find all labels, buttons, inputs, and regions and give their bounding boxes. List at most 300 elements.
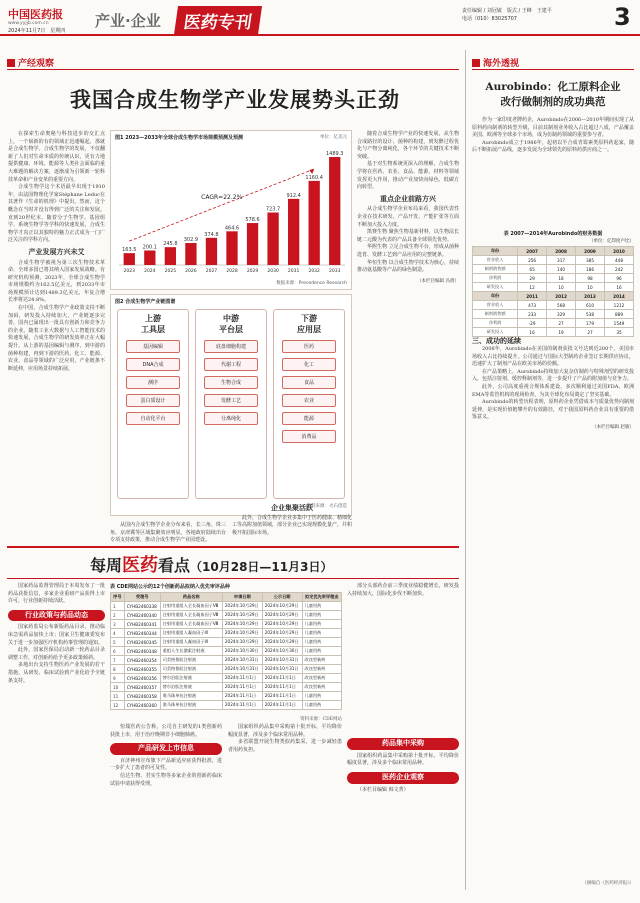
chain-item: 蛋白质设计: [126, 394, 180, 407]
paragraph: 百济神州宣布旗下产品新适应症获得批准，进一步扩大了患者的可及性。: [110, 757, 222, 772]
table-cell: 448: [604, 256, 633, 265]
chart-bar: [309, 181, 320, 265]
x-tick-label: 2030: [267, 269, 279, 274]
table-cell: 注射用重组人全长凝血因子Ⅷ: [160, 602, 222, 611]
table-cell: 10: [547, 283, 576, 292]
table-cell: 儿童用药: [302, 692, 341, 701]
table-cell: 329: [547, 310, 576, 319]
table-cell: 96: [604, 274, 633, 283]
x-tick-label: 2024: [144, 269, 156, 274]
table-cell: 19: [547, 328, 576, 337]
bar-value-label: 200.1: [142, 244, 157, 251]
table-cell: 2008: [547, 247, 576, 256]
table-row: [111, 683, 342, 692]
table-cell: 2010: [604, 247, 633, 256]
table-cell: 2014: [604, 292, 633, 301]
table-cell: 2024年11月1日: [222, 674, 262, 683]
responsible-editor: 责任编辑 / 刘冠敏: [462, 8, 502, 14]
table-cell: 2024年10月29日: [262, 638, 302, 647]
overseas-tag: 海外透视: [472, 56, 519, 69]
weekly-subheading: 产品研发上市信息: [110, 743, 222, 755]
table-cell: 改良型新药: [302, 674, 341, 683]
table-cell: 年份: [473, 292, 518, 301]
upstream-label: 上游 工具层: [141, 314, 165, 334]
paragraph: 在探索生命奥秘与科技进步的交汇点上，一个崭新的有的领域正迅速崛起，那就是合成生物学。合成生物学的发展，不仅翻新了人们对生命本质的传统认识，更有力地提供健康、环境、能源等人类社会面临的重大难题的解决方案，逐渐成为引领新一轮科技革命和产业变革的重要方向。: [8, 131, 105, 183]
table-cell: 2024年10月29日: [222, 629, 262, 638]
chain-item: 化工: [282, 358, 336, 371]
table-cell: 2024年10月29日: [262, 629, 302, 638]
table-cell: 2024年11月1日: [222, 683, 262, 692]
table-cell: 营业收入: [473, 301, 518, 310]
chain-downstream: [273, 309, 345, 499]
table-cell: 研发投入: [473, 328, 518, 337]
table-cell: 儿童用药: [302, 620, 341, 629]
table-cell: 5: [111, 638, 125, 647]
feature-col-2: [110, 522, 226, 544]
table-row: [473, 310, 634, 319]
masthead-date: [8, 27, 65, 34]
table-cell: 4: [111, 629, 125, 638]
paragraph: （本栏目编辑 韩文菁）: [357, 786, 409, 793]
bar-value-label: 374.8: [204, 231, 219, 238]
paragraph: 多地出台支持生物医药产业发展的若干措施，从研发、临床试验到产业化给予全链条支持。: [8, 662, 105, 684]
chain-item: 自动化平台: [126, 412, 180, 425]
feature-col-2b: [232, 505, 352, 539]
table-cell: 2024年10月31日: [222, 665, 262, 674]
paragraph: Aurobindo成立于1986年，起初以半合成青霉素类原料药起家，随后不断拓展产品线，逐步发展为全球领先的原料药供应商之一。: [472, 139, 634, 154]
table-cell: 8: [111, 665, 125, 674]
table-cell: 2024年11月1日: [262, 683, 302, 692]
chart-bar: [267, 213, 278, 265]
table-cell: 2024年10月30日: [222, 647, 262, 656]
weekly-subheading: 行业政策与药品动态: [8, 610, 105, 622]
chart-title: 图1 2023—2033年全球合成生物学市场规模预测及预测: [115, 135, 244, 141]
table-cell: 2024年11月1日: [222, 692, 262, 701]
chain-item: 农业: [282, 394, 336, 407]
x-tick-label: 2031: [287, 269, 300, 274]
table-cell: 拟定优先审评理由: [302, 593, 341, 602]
bar-value-label: 464.6: [224, 225, 240, 232]
table-cell: CYHB2460355: [124, 665, 160, 674]
table-cell: CYHB2460360: [124, 701, 160, 710]
table-cell: 营业收入: [473, 256, 518, 265]
table-cell: 568: [547, 301, 576, 310]
table-cell: 473: [518, 301, 547, 310]
table-cell: 2: [111, 611, 125, 620]
table-cell: 药品名称: [160, 593, 222, 602]
table-cell: 改良型新药: [302, 683, 341, 692]
table-cell: 儿童用药: [302, 602, 341, 611]
feature-tag: 产经观察: [7, 56, 54, 69]
table-cell: 替尔泊肽注射液: [160, 683, 222, 692]
weekly-col-1: [8, 583, 105, 893]
bar-value-label: 578.6: [245, 217, 260, 224]
table-cell: 10: [576, 283, 605, 292]
chain-item: 发酵工艺: [204, 394, 258, 407]
x-tick-label: 2027: [205, 269, 218, 274]
chart-bar: [124, 253, 135, 265]
paragraph: 从国内合成生物学企业分布来看，长三角、珠三角、京津冀等区域集聚效应明显，各地政府陆续出台专项支持政策，推动合成生物学产业园建设。: [110, 522, 226, 544]
paragraph: 凯赛生物 聚焦生物基新材料，以生物法长链二元酸为代表的产品具备全球领先优势。: [357, 229, 459, 243]
table-cell: CYHB2460345: [124, 638, 160, 647]
chain-item: 测序: [126, 376, 180, 389]
table-cell: 2024年10月29日: [262, 611, 302, 620]
tag-square-icon: [472, 59, 480, 67]
table-cell: 2024年11月1日: [262, 692, 302, 701]
weekly-headline-highlight: 医药: [122, 555, 159, 576]
table-cell: 净利润: [473, 319, 518, 328]
column-editor-note: （本栏目编辑 冯倩）: [417, 278, 459, 284]
overseas-body: [472, 117, 634, 225]
overseas-tag-rule: [472, 69, 634, 70]
table-cell: 奥马珠单抗注射液: [160, 701, 222, 710]
chart-bar: [226, 231, 237, 265]
table-row: [473, 319, 634, 328]
table-cell: 2013: [576, 292, 605, 301]
subheading: 企业集聚活跃: [271, 504, 313, 512]
chart-bar: [185, 243, 196, 265]
paragraph: 国家组织药品集中采购第十批开标，平均降价幅度显著，涉及多个临床常用品种。: [347, 752, 459, 767]
table-row: [111, 647, 342, 656]
bar-value-label: 1160.4: [305, 174, 323, 181]
table-cell: 注射用重组人全长凝血因子Ⅷ: [160, 611, 222, 620]
table-cell: 奥马珠单抗注射液: [160, 692, 222, 701]
table-cell: 1549: [604, 319, 633, 328]
table-cell: 司美格鲁肽注射液: [160, 656, 222, 665]
issue-date: 2024年11月7日: [8, 28, 46, 34]
newspaper-logo: 中国医药报: [8, 8, 63, 21]
table-cell: 12: [111, 701, 125, 710]
bar-value-label: 163.5: [122, 247, 137, 254]
source-note: （摘编自《医药经济报》）: [582, 881, 634, 886]
table-cell: 12: [518, 283, 547, 292]
weekly-headline: [90, 551, 332, 577]
table-cell: 35: [604, 328, 633, 337]
x-tick-label: 2023: [123, 269, 135, 274]
chart-unit: 单位：亿美元: [320, 135, 347, 140]
table-cell: 净利润: [473, 274, 518, 283]
cde-table: [110, 592, 342, 710]
table-cell: 11: [111, 692, 125, 701]
table-cell: 2024年10月30日: [262, 647, 302, 656]
chain-item: 分离纯化: [204, 412, 258, 425]
table-row: [111, 701, 342, 710]
table-cell: CYHB2460338: [124, 602, 160, 611]
chart-bar: [206, 238, 217, 265]
weekly-headline-post: 看点: [158, 556, 191, 575]
table-cell: -29: [518, 319, 547, 328]
proof-editor: 王建平: [536, 8, 552, 14]
chain-item: 基因编辑: [126, 340, 180, 353]
table-row: [111, 629, 342, 638]
paragraph: 作为一家印度老牌药企，Aurobindo在2006—2010年期间实现了从原料药向制剂的转型升级，目前其制剂业务收入占比超过八成，产品覆盖美国、欧洲等全球多个市场，成为仿制药领域的重要参与者。: [472, 117, 634, 139]
bar-value-label: 912.4: [286, 192, 301, 199]
table-cell: CYHB2460344: [124, 629, 160, 638]
weekly-headline-pre: 每周: [90, 556, 123, 575]
table-cell: 65: [518, 265, 547, 274]
paragraph: 信达生物、君实生物等多家企业的创新药临床试验申请获得受理。: [110, 772, 222, 787]
table-cell: 2024年10月29日: [222, 620, 262, 629]
paragraph: 基于对生物系统更深入的理解，合成生物学将在医药、农业、食品、能源、材料等领域发挥更大作用，推动产业加快向绿色、低碳方向转型。: [357, 161, 459, 191]
weekly-col-3: [228, 724, 342, 894]
editor-info: [462, 7, 552, 23]
table-cell: CYHB2460358: [124, 692, 160, 701]
weekly-subheading: 药品集中采购: [347, 738, 459, 750]
table-cell: 10: [111, 683, 125, 692]
table-cell: 2009: [576, 247, 605, 256]
table-cell: 序号: [111, 593, 125, 602]
feature-col-3: [357, 131, 459, 539]
chart-bar: [165, 247, 176, 265]
table-cell: 2024年10月29日: [262, 620, 302, 629]
table-cell: 98: [576, 274, 605, 283]
x-tick-label: 2033: [329, 269, 341, 274]
table-cell: 27: [576, 328, 605, 337]
table-header-row: [473, 247, 634, 256]
masthead-url: www.yyjjb.com.cn: [8, 21, 49, 26]
table-cell: 2024年11月1日: [262, 701, 302, 710]
table-cell: 替尔泊肽注射液: [160, 674, 222, 683]
chain-item: DNA合成: [126, 358, 180, 371]
overseas-headline-line1: Aurobindo：化工原料企业: [485, 81, 621, 93]
table-cell: 1: [111, 602, 125, 611]
cde-table-title: 表 CDE网站公示的12个创新药品拟纳入优先审评品种: [110, 584, 230, 590]
x-tick-label: 2029: [246, 269, 259, 274]
chain-item: 医药: [282, 340, 336, 353]
column-title: 医药专刊: [174, 6, 262, 35]
table-row: [111, 602, 342, 611]
table-row: [473, 265, 634, 274]
table-cell: 2012: [547, 292, 576, 301]
chart-source: 数据来源：Precedence Research: [276, 281, 347, 286]
x-tick-label: 2032: [308, 269, 320, 274]
table-cell: 年份: [473, 247, 518, 256]
finance-table: [472, 246, 634, 337]
paragraph: 华恒生物 以合成生物学技术为核心，持续推动氨基酸等产品的绿色制造。: [357, 259, 459, 274]
paragraph: 合成生物学被视为第三次生物技术革命，全球多国已将其纳入国家发展战略。有研究机构预测，2023年，全球合成生物学市场规模约为162.5亿美元，到2033年市场规模预计达到1489.3亿美元，年复合增长率将达24.8%。: [8, 259, 105, 304]
table-cell: 2024年11月1日: [222, 701, 262, 710]
overseas-body-2: [472, 346, 634, 874]
finance-table-unit: （单位：亿印度卢比）: [589, 239, 634, 244]
chart-bar: [329, 157, 340, 265]
table-cell: 2024年10月31日: [262, 665, 302, 674]
table-row: [473, 274, 634, 283]
paragraph: 部分头部药企前三季度业绩稳健增长，研发投入持续加大，国际化步伐不断加快。: [347, 583, 459, 597]
paragraph: 随着合成生物学产业的快速发展，从生物合成路径的设计、菌种的构建，到发酵过程优化与产物分离纯化，各个环节的关键技术不断突破。: [357, 131, 459, 160]
table-cell: 16: [604, 283, 633, 292]
chain-midstream: [195, 309, 267, 499]
subheading: 重点企业前路方兴: [380, 194, 436, 203]
table-cell: 256: [518, 256, 547, 265]
feature-col-1: [8, 131, 105, 539]
table-cell: 注射用重组人凝血因子Ⅸ: [160, 638, 222, 647]
weekly-col-2: [110, 724, 222, 894]
paragraph: 此外，公司高度重视合规体系建设，多次顺利通过美国FDA、欧洲EMA等监管机构的现场检查，为其全球化布局奠定了坚实基础。: [472, 383, 634, 398]
finance-table-title: 表 2007—2014年Aurobindo的财务数据: [503, 231, 603, 237]
paragraph: 华熙生物 立足合成生物平台，形成从菌种选育、发酵工艺到产品应用的完整链条。: [357, 244, 459, 258]
downstream-label: 下游 应用层: [297, 314, 321, 334]
table-cell: 179: [576, 319, 605, 328]
paragraph: 此外，合成生物学企业多集中于医药健康、精细化工等高附加值领域，部分企业已实现规模化量产，并积极开拓国际市场。: [232, 514, 353, 536]
table-cell: 2024年10月29日: [222, 602, 262, 611]
table-cell: CYHB2460341: [124, 620, 160, 629]
table-cell: 重组人生长激素注射液: [160, 647, 222, 656]
table-row: [111, 656, 342, 665]
table-cell: 140: [547, 265, 576, 274]
paragraph: 恒瑞医药公告称，公司自主研发的1类创新药获批上市，用于治疗晚期非小细胞肺癌。: [110, 724, 222, 738]
table-cell: 儿童用药: [302, 647, 341, 656]
table-cell: 317: [547, 256, 576, 265]
table-cell: 16: [518, 328, 547, 337]
issue-weekday: 星期四: [50, 28, 66, 34]
table-cell: 注射用重组人全长凝血因子Ⅷ: [160, 620, 222, 629]
chart-plot: [111, 141, 351, 279]
chain-item: 底盘细胞构建: [204, 340, 258, 353]
page-number: 3: [614, 3, 631, 31]
table-cell: 改良型新药: [302, 665, 341, 674]
table-cell: 申请日期: [222, 593, 262, 602]
paragraph: 在产品策略上，Aurobindo持续加大复杂仿制药与特殊剂型的研发投入，包括注射剂、缓控释制剂等，进一步提升了产品的附加值与竞争力。: [472, 368, 634, 383]
tag-square-icon: [7, 59, 15, 67]
table-cell: 儿童用药: [302, 629, 341, 638]
paragraph: Aurobindo的转型历程表明，原料药企业凭借成本与质量优势向制剂延伸，是实现价值链攀升的有效路径，对于我国原料药企业具有重要的借鉴意义。: [472, 399, 634, 421]
weekly-col-4: [347, 583, 459, 893]
paragraph: 多省联盟开展生物类似药集采，进一步减轻患者用药负担。: [228, 739, 342, 753]
table-cell: 2024年10月29日: [222, 611, 262, 620]
table-header-row: [111, 593, 342, 602]
column-divider: [465, 50, 466, 890]
table-cell: 186: [576, 265, 605, 274]
overseas-subheading: 三、成功的延续: [472, 337, 521, 345]
editor-tel: 电话（010）83025707: [462, 16, 517, 22]
chain-upstream: [117, 309, 189, 499]
table-cell: 9: [111, 674, 125, 683]
arrow-head-icon: [309, 169, 314, 174]
table-cell: 7: [111, 656, 125, 665]
weekly-date-range: （10月28日—11月3日）: [190, 560, 333, 574]
table-cell: 受理号: [124, 593, 160, 602]
table-cell: 27: [547, 319, 576, 328]
feature-headline: 我国合成生物学产业发展势头正劲: [70, 88, 400, 112]
table-row: [111, 611, 342, 620]
midstream-label: 中游 平台层: [219, 314, 243, 334]
bar-value-label: 1489.3: [325, 151, 344, 158]
x-tick-label: 2026: [185, 269, 197, 274]
table-cell: 18: [547, 274, 576, 283]
chart2-title: 图2 合成生物学产业链图谱: [115, 299, 176, 305]
paragraph: 国家药监局公布新版药品目录，推动临床急需药品加快上市；国家卫生健康委发布关于进一步加强医疗机构药事管理的通知。: [8, 624, 105, 646]
table-row: [111, 674, 342, 683]
chain-item: 代谢工程: [204, 358, 258, 371]
table-cell: 儿童用药: [302, 611, 341, 620]
table-cell: 注射用重组人凝血因子Ⅸ: [160, 629, 222, 638]
paragraph: 2008年，Aurobindo在美国的制剂获批文号达到近200个，美国市场收入占比持续提升。公司通过与国际大型制药企业签订长期供应协议，迅速扩大了制剂产品在欧美市场的份额。: [472, 346, 634, 368]
cagr-label: CAGR=22.2%: [201, 194, 243, 202]
table-row: [111, 665, 342, 674]
x-tick-label: 2025: [164, 269, 177, 274]
chart-bar: [247, 223, 258, 265]
table-cell: 儿童用药: [302, 638, 341, 647]
table-cell: 2011: [518, 292, 547, 301]
bar-value-label: 302.9: [183, 237, 199, 244]
table-cell: CYHB2460340: [124, 611, 160, 620]
chain-item: 食品: [282, 376, 336, 389]
table-cell: 2024年10月31日: [262, 656, 302, 665]
market-chart: [110, 130, 352, 290]
table-cell: 制剂销售额: [473, 265, 518, 274]
overseas-headline: [472, 80, 634, 110]
table-cell: 改良型新药: [302, 656, 341, 665]
table-cell: 2024年10月31日: [222, 656, 262, 665]
table-cell: 2024年11月1日: [262, 674, 302, 683]
section-title: 产业·企业: [95, 12, 161, 30]
table-row: [111, 638, 342, 647]
table-cell: 889: [604, 310, 633, 319]
paragraph: 国家药品监督管理局于本周发布了一批药品获批信息，多家企业重磅产品获得上市许可，行业创新持续活跃。: [8, 583, 105, 605]
feature-tag-rule: [7, 69, 459, 70]
table-cell: 儿童用药: [302, 701, 341, 710]
cde-table-source: 资料来源：CDE网站: [300, 717, 342, 722]
weekly-top-rule: [7, 546, 459, 548]
paragraph: 在中国，合成生物学产业政策支持不断加码，研发投入持续加大，产业链逐步完善，国内已涌现出一批具有创新力和竞争力的企业。随着工业大数据与人工智能技术的快速发展，合成生物学的研发效率正在大幅提升。从上游的基因编辑与测序，到中游的菌种构建，再到下游的医药、化工、能源、农业、食品等领域的广泛应用，产业链条不断延伸，应用场景持续拓展。: [8, 305, 105, 372]
table-cell: 1212: [604, 301, 633, 310]
weekly-subheading: 医药企业观察: [347, 772, 459, 784]
layout-editor: 版式 / 王峰: [506, 8, 532, 14]
table-row: [111, 692, 342, 701]
paragraph: 国家组织药品集中采购第十批开标，平均降价幅度显著，涉及多个临床常用品种。: [228, 724, 342, 738]
bar-value-label: 723.7: [265, 206, 281, 213]
table-cell: 司美格鲁肽注射液: [160, 665, 222, 674]
chain-item: 生物合成: [204, 376, 258, 389]
chart-bar: [288, 199, 299, 265]
table-cell: CYHB2460356: [124, 674, 160, 683]
x-tick-label: 2028: [226, 269, 238, 274]
overseas-headline-line2: 改行做制剂的成功典范: [500, 96, 606, 108]
table-cell: 385: [576, 256, 605, 265]
table-cell: 29: [518, 274, 547, 283]
chart-bar: [144, 250, 155, 265]
table-header-row: [473, 292, 634, 301]
table-row: [473, 283, 634, 292]
table-cell: 233: [518, 310, 547, 319]
chain-item: 能源: [282, 412, 336, 425]
table-cell: 2024年10月29日: [222, 638, 262, 647]
table-cell: 242: [604, 265, 633, 274]
table-cell: CYHB2460354: [124, 656, 160, 665]
paragraph: 此外，国家医保局启动新一轮药品目录调整工作，对创新药给予更多政策倾斜。: [8, 647, 105, 661]
table-cell: 2007: [518, 247, 547, 256]
chart2-source: 资料来源：火石创造: [306, 504, 347, 509]
table-row: [111, 620, 342, 629]
table-row: [473, 256, 634, 265]
table-cell: 制剂销售额: [473, 310, 518, 319]
table-cell: 610: [576, 301, 605, 310]
table-cell: 公示日期: [262, 593, 302, 602]
paragraph: 合成生物学这个术语最早出现于1910年，由法国物理化学家Stéphane Leduc在其著作《生命的机理》中提出。然而，这个概念在当时并没有得到广泛的关注和发展。直到20世纪末，随着分子生物学、基因组学、系统生物学等学科的快速发展，合成生物学才真正以其独特的魅力正式成为一门广泛关注的学科方向。: [8, 184, 105, 244]
table-cell: 538: [576, 310, 605, 319]
table-cell: 2024年10月29日: [262, 602, 302, 611]
bar-value-label: 245.8: [163, 241, 178, 248]
table-cell: 6: [111, 647, 125, 656]
table-cell: 研发投入: [473, 283, 518, 292]
table-row: [473, 301, 634, 310]
table-cell: CYHB2460357: [124, 683, 160, 692]
column-editor-note: （本栏目编辑 赵敏）: [592, 424, 634, 430]
chain-item: 消费品: [282, 430, 336, 443]
subheading: 产业发展方兴未艾: [28, 247, 85, 256]
table-cell: 3: [111, 620, 125, 629]
industry-chain-chart: [110, 294, 352, 516]
